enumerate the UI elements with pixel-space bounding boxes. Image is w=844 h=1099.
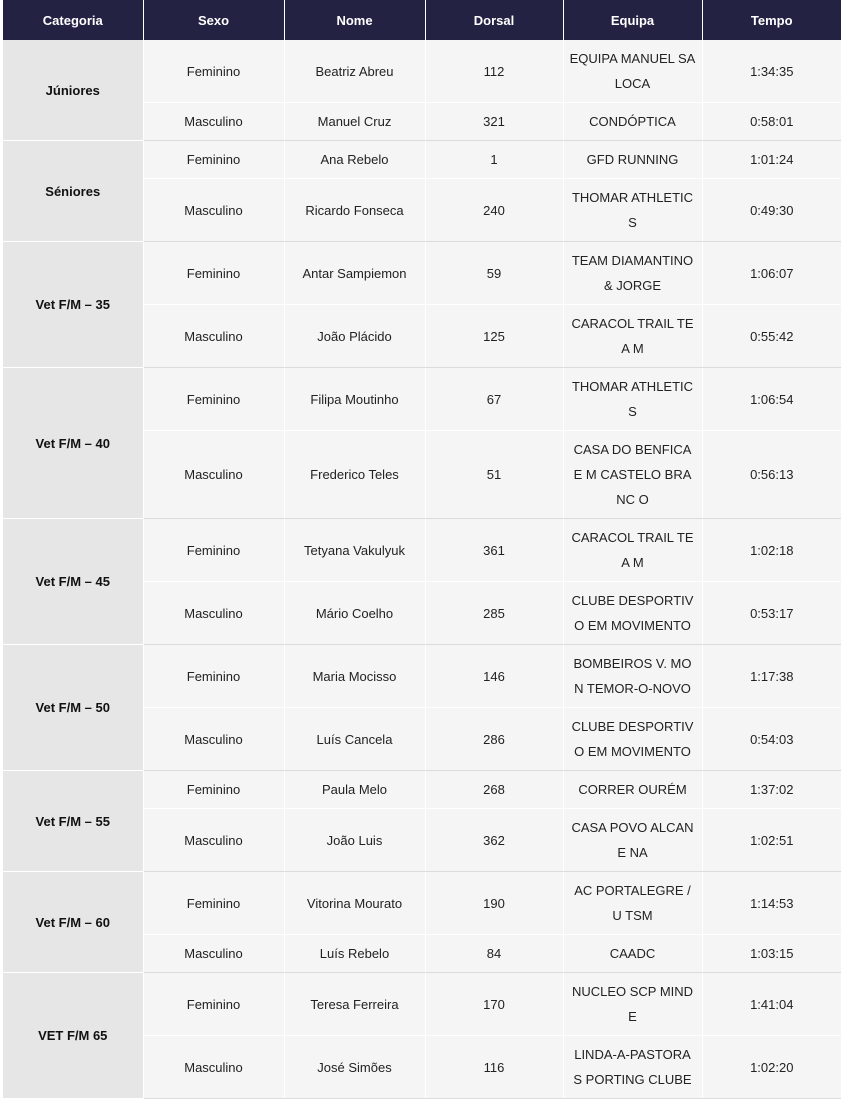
sexo-cell: Masculino — [143, 809, 284, 872]
dorsal-cell: 321 — [425, 103, 563, 141]
dorsal-cell: 146 — [425, 645, 563, 708]
nome-cell: Filipa Moutinho — [284, 368, 425, 431]
header-sexo: Sexo — [143, 0, 284, 40]
nome-cell: Teresa Ferreira — [284, 973, 425, 1036]
tempo-cell: 1:02:20 — [702, 1036, 841, 1099]
dorsal-cell: 125 — [425, 305, 563, 368]
sexo-cell: Feminino — [143, 40, 284, 103]
category-cell: Vet F/M – 45 — [3, 519, 143, 645]
tempo-cell: 1:34:35 — [702, 40, 841, 103]
dorsal-cell: 170 — [425, 973, 563, 1036]
dorsal-cell: 190 — [425, 872, 563, 935]
equipa-cell: CARACOL TRAIL TEA M — [563, 305, 702, 368]
nome-cell: Maria Mocisso — [284, 645, 425, 708]
tempo-cell: 1:01:24 — [702, 141, 841, 179]
tempo-cell: 0:49:30 — [702, 179, 841, 242]
table-row — [3, 242, 841, 305]
sexo-cell: Masculino — [143, 431, 284, 519]
equipa-cell: LINDA-A-PASTORA S PORTING CLUBE — [563, 1036, 702, 1099]
equipa-cell: NUCLEO SCP MINDE — [563, 973, 702, 1036]
sexo-cell: Masculino — [143, 305, 284, 368]
header-dorsal: Dorsal — [425, 0, 563, 40]
category-cell: Séniores — [3, 141, 143, 242]
nome-cell: Luís Cancela — [284, 708, 425, 771]
sexo-cell: Masculino — [143, 1036, 284, 1099]
category-cell: Vet F/M – 40 — [3, 368, 143, 519]
table-row — [3, 872, 841, 935]
header-categoria: Categoria — [3, 0, 143, 40]
sexo-cell: Feminino — [143, 242, 284, 305]
nome-cell: Ricardo Fonseca — [284, 179, 425, 242]
tempo-cell: 1:17:38 — [702, 645, 841, 708]
dorsal-cell: 59 — [425, 242, 563, 305]
sexo-cell: Feminino — [143, 771, 284, 809]
tempo-cell: 1:02:18 — [702, 519, 841, 582]
nome-cell: João Plácido — [284, 305, 425, 368]
sexo-cell: Masculino — [143, 582, 284, 645]
dorsal-cell: 51 — [425, 431, 563, 519]
tempo-cell: 1:37:02 — [702, 771, 841, 809]
header-equipa: Equipa — [563, 0, 702, 40]
dorsal-cell: 286 — [425, 708, 563, 771]
tempo-cell: 0:55:42 — [702, 305, 841, 368]
category-cell: Vet F/M – 60 — [3, 872, 143, 973]
equipa-cell: CASA POVO ALCANE NA — [563, 809, 702, 872]
equipa-cell: CASA DO BENFICA E M CASTELO BRANC O — [563, 431, 702, 519]
results-table — [3, 0, 841, 1099]
category-cell: VET F/M 65 — [3, 973, 143, 1099]
nome-cell: Frederico Teles — [284, 431, 425, 519]
equipa-cell: CLUBE DESPORTIVO EM MOVIMENTO — [563, 582, 702, 645]
sexo-cell: Masculino — [143, 935, 284, 973]
equipa-cell: GFD RUNNING — [563, 141, 702, 179]
dorsal-cell: 285 — [425, 582, 563, 645]
dorsal-cell: 67 — [425, 368, 563, 431]
header-tempo: Tempo — [702, 0, 841, 40]
tempo-cell: 1:03:15 — [702, 935, 841, 973]
sexo-cell: Masculino — [143, 708, 284, 771]
nome-cell: Mário Coelho — [284, 582, 425, 645]
nome-cell: Paula Melo — [284, 771, 425, 809]
equipa-cell: AC PORTALEGRE / U TSM — [563, 872, 702, 935]
dorsal-cell: 361 — [425, 519, 563, 582]
table-row — [3, 40, 841, 103]
category-cell: Vet F/M – 35 — [3, 242, 143, 368]
header-nome: Nome — [284, 0, 425, 40]
equipa-cell: THOMAR ATHLETICS — [563, 368, 702, 431]
tempo-cell: 0:53:17 — [702, 582, 841, 645]
nome-cell: Ana Rebelo — [284, 141, 425, 179]
sexo-cell: Masculino — [143, 103, 284, 141]
sexo-cell: Feminino — [143, 368, 284, 431]
tempo-cell: 0:58:01 — [702, 103, 841, 141]
dorsal-cell: 116 — [425, 1036, 563, 1099]
sexo-cell: Masculino — [143, 179, 284, 242]
equipa-cell: TEAM DIAMANTINO & JORGE — [563, 242, 702, 305]
table-header — [3, 0, 841, 40]
tempo-cell: 1:02:51 — [702, 809, 841, 872]
equipa-cell: CLUBE DESPORTIVO EM MOVIMENTO — [563, 708, 702, 771]
nome-cell: João Luis — [284, 809, 425, 872]
table-row — [3, 141, 841, 179]
equipa-cell: CAADC — [563, 935, 702, 973]
equipa-cell: BOMBEIROS V. MON TEMOR-O-NOVO — [563, 645, 702, 708]
tempo-cell: 1:06:54 — [702, 368, 841, 431]
dorsal-cell: 362 — [425, 809, 563, 872]
tempo-cell: 1:06:07 — [702, 242, 841, 305]
tempo-cell: 0:56:13 — [702, 431, 841, 519]
category-cell: Vet F/M – 55 — [3, 771, 143, 872]
nome-cell: Antar Sampiemon — [284, 242, 425, 305]
nome-cell: Vitorina Mourato — [284, 872, 425, 935]
equipa-cell: CORRER OURÉM — [563, 771, 702, 809]
table-row — [3, 771, 841, 809]
header-row — [3, 0, 841, 40]
table-row — [3, 973, 841, 1036]
category-cell: Júniores — [3, 40, 143, 141]
nome-cell: José Simões — [284, 1036, 425, 1099]
table-body — [3, 40, 841, 1099]
dorsal-cell: 1 — [425, 141, 563, 179]
nome-cell: Manuel Cruz — [284, 103, 425, 141]
table-row — [3, 519, 841, 582]
sexo-cell: Feminino — [143, 519, 284, 582]
nome-cell: Luís Rebelo — [284, 935, 425, 973]
sexo-cell: Feminino — [143, 872, 284, 935]
dorsal-cell: 240 — [425, 179, 563, 242]
equipa-cell: CONDÓPTICA — [563, 103, 702, 141]
nome-cell: Beatriz Abreu — [284, 40, 425, 103]
dorsal-cell: 84 — [425, 935, 563, 973]
nome-cell: Tetyana Vakulyuk — [284, 519, 425, 582]
tempo-cell: 1:41:04 — [702, 973, 841, 1036]
sexo-cell: Feminino — [143, 141, 284, 179]
dorsal-cell: 112 — [425, 40, 563, 103]
tempo-cell: 1:14:53 — [702, 872, 841, 935]
category-cell: Vet F/M – 50 — [3, 645, 143, 771]
table-row — [3, 368, 841, 431]
table-row — [3, 645, 841, 708]
equipa-cell: THOMAR ATHLETICS — [563, 179, 702, 242]
tempo-cell: 0:54:03 — [702, 708, 841, 771]
equipa-cell: CARACOL TRAIL TEA M — [563, 519, 702, 582]
sexo-cell: Feminino — [143, 973, 284, 1036]
sexo-cell: Feminino — [143, 645, 284, 708]
dorsal-cell: 268 — [425, 771, 563, 809]
equipa-cell: EQUIPA MANUEL SA LOCA — [563, 40, 702, 103]
